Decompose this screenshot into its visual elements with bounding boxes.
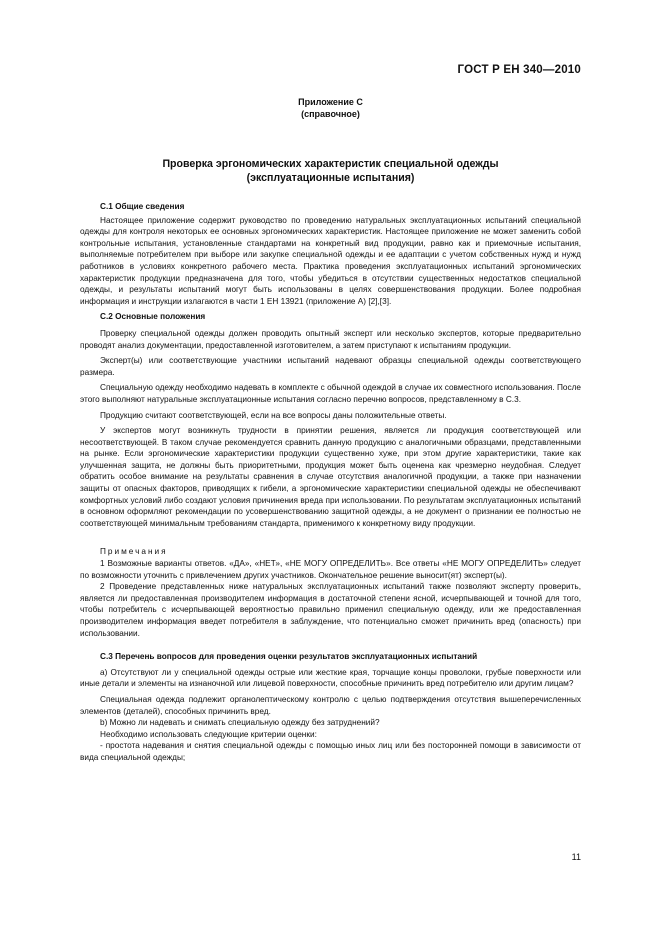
section-c3-paragraph-1: Специальная одежда подлежит органолептическому контролю с целью подтверждения отсутствия вышеперечисленных элементов (деталей), способных причинить вред. [80, 694, 581, 716]
note-2: 2 Проведение представленных ниже натуральных эксплуатационных испытаний также позволяют эксперту проверить, является ли предоставленная производителем информация в достаточной степени ясной, исчерпывающей и точной для того, чтобы потребитель с исчерпывающей вероятностью правильно применил специальную одежду, или же предоставленная производителем информация введет потребителя в заблуждение, что потенциально сможет причинить вред (опасность) при использовании. [80, 582, 581, 638]
section-c2-paragraph-5: У экспертов могут возникнуть трудности в принятии решения, является ли продукция соответствующей или несоответствующей. В таком случае рекомендуется сравнить данную продукцию с аналогичными образцами, представленными на рынке. Если эргономические характеристики продукции существенно хуже, при этом другие характеристики, такие как улучшенная защита, не должны быть приоритетными, продукция может быть оценена как чрезмерно неудобная. Следует обратить особое внимание на результаты сравнения в случае отсутствия аналогичной продукции, а также при назначении защиты от опасных факторов, приводящих к гибели, а эргономические характеристики специальной одежды не обеспечивают комфортных условий либо создают условия причинения вреда при использовании. По результатам эксплуатационных испытаний в основном оформляют рекомендации по усовершенствованию защитной одежды, а не документ о признании ее полностью не соответствующей минимальным требованиям стандарта, применимого к конкретному виду продукции. [80, 426, 581, 528]
section-c3-paragraph-2: Необходимо использовать следующие критерии оценки: [100, 729, 317, 739]
section-c1-paragraph: Настоящее приложение содержит руководство по проведению натуральных эксплуатационных испытаний специальной одежды для контроля некоторых ее основных эргономических характеристик. Настоящее приложение не может заменить собой контрольные испытания, установленные стандартами на конкретный вид продукции, равно как и приемочные испытания, выполняемые потребителем при выборе или закупке специальной одежды и ее адаптации с учетом собственных нужд и нужд работников в условиях конкретного рабочего места. Практика проведения эксплуатационных испытаний эргономических характеристик продукции предназначена для того, чтобы убедиться в отсутствии существенных недостатков специальной одежды, и результаты испытаний могут быть использованы в целях совершенствования продукции. Более подробная информация и инструкции излагаются в части 1 ЕН 13921 (приложение А) [2],[3]. [80, 215, 581, 306]
section-c2-paragraph-3: Специальную одежду необходимо надевать в комплекте с обычной одеждой в случае их совместного использования. После этого выполняют натуральные эксплуатационные испытания согласно перечню вопросов, представленному в С.3. [80, 383, 581, 404]
section-c2-paragraph-1: Проверку специальной одежды должен проводить опытный эксперт или несколько экспертов, которые предварительно проводят анализ документации, предоставленной изготовителем, а затем приступают к испытаниям продукции. [80, 328, 581, 350]
annex-type: (справочное) [301, 109, 360, 119]
title-line-1: Проверка эргономических характеристик специальной одежды [162, 158, 499, 170]
notes-label: Примечания [100, 547, 168, 557]
section-c2-paragraph-2: Эксперт(ы) или соответствующие участники испытаний надевают образцы специальной одежды соответствующего размера. [80, 356, 581, 377]
document-title [80, 157, 581, 185]
section-c3-heading: С.3 Перечень вопросов для проведения оценки результатов эксплуатационных испытаний [100, 652, 478, 662]
section-c2-paragraph-4: Продукцию считают соответствующей, если на все вопросы даны положительные ответы. [100, 410, 447, 420]
standard-code: ГОСТ Р ЕН 340—2010 [457, 64, 581, 76]
document-body [80, 201, 581, 764]
section-c1-heading: С.1 Общие сведения [100, 202, 185, 211]
question-b: b) Можно ли надевать и снимать специальную одежду без затруднений? [100, 718, 380, 728]
annex-heading [0, 96, 661, 120]
question-a: а) Отсутствуют ли у специальной одежды острые или жесткие края, торчащие концы проволоки, грубые поверхности или иные детали и элементы на изнаночной или лицевой поверхности, способные причинить вред потребителю или другим лицам? [80, 667, 581, 689]
annex-label: Приложение С [298, 97, 363, 107]
title-line-2: (эксплуатационные испытания) [246, 172, 415, 184]
criteria-list-item-1: - простота надевания и снятия специальной одежды с помощью иных лиц или без посторонней помощи в зависимости от вида специальной одежды; [80, 741, 581, 762]
note-1: 1 Возможные варианты ответов. «ДА», «НЕТ», «НЕ МОГУ ОПРЕДЕЛИТЬ». Все ответы «НЕ МОГУ ОПРЕДЕЛИТЬ» следует по возможности уточнить с привлечением других участников. Окончательное решение выносит(ят) эксперт(ы). [80, 559, 581, 580]
page-number: 11 [571, 852, 581, 862]
section-c2-heading: С.2 Основные положения [100, 312, 206, 322]
